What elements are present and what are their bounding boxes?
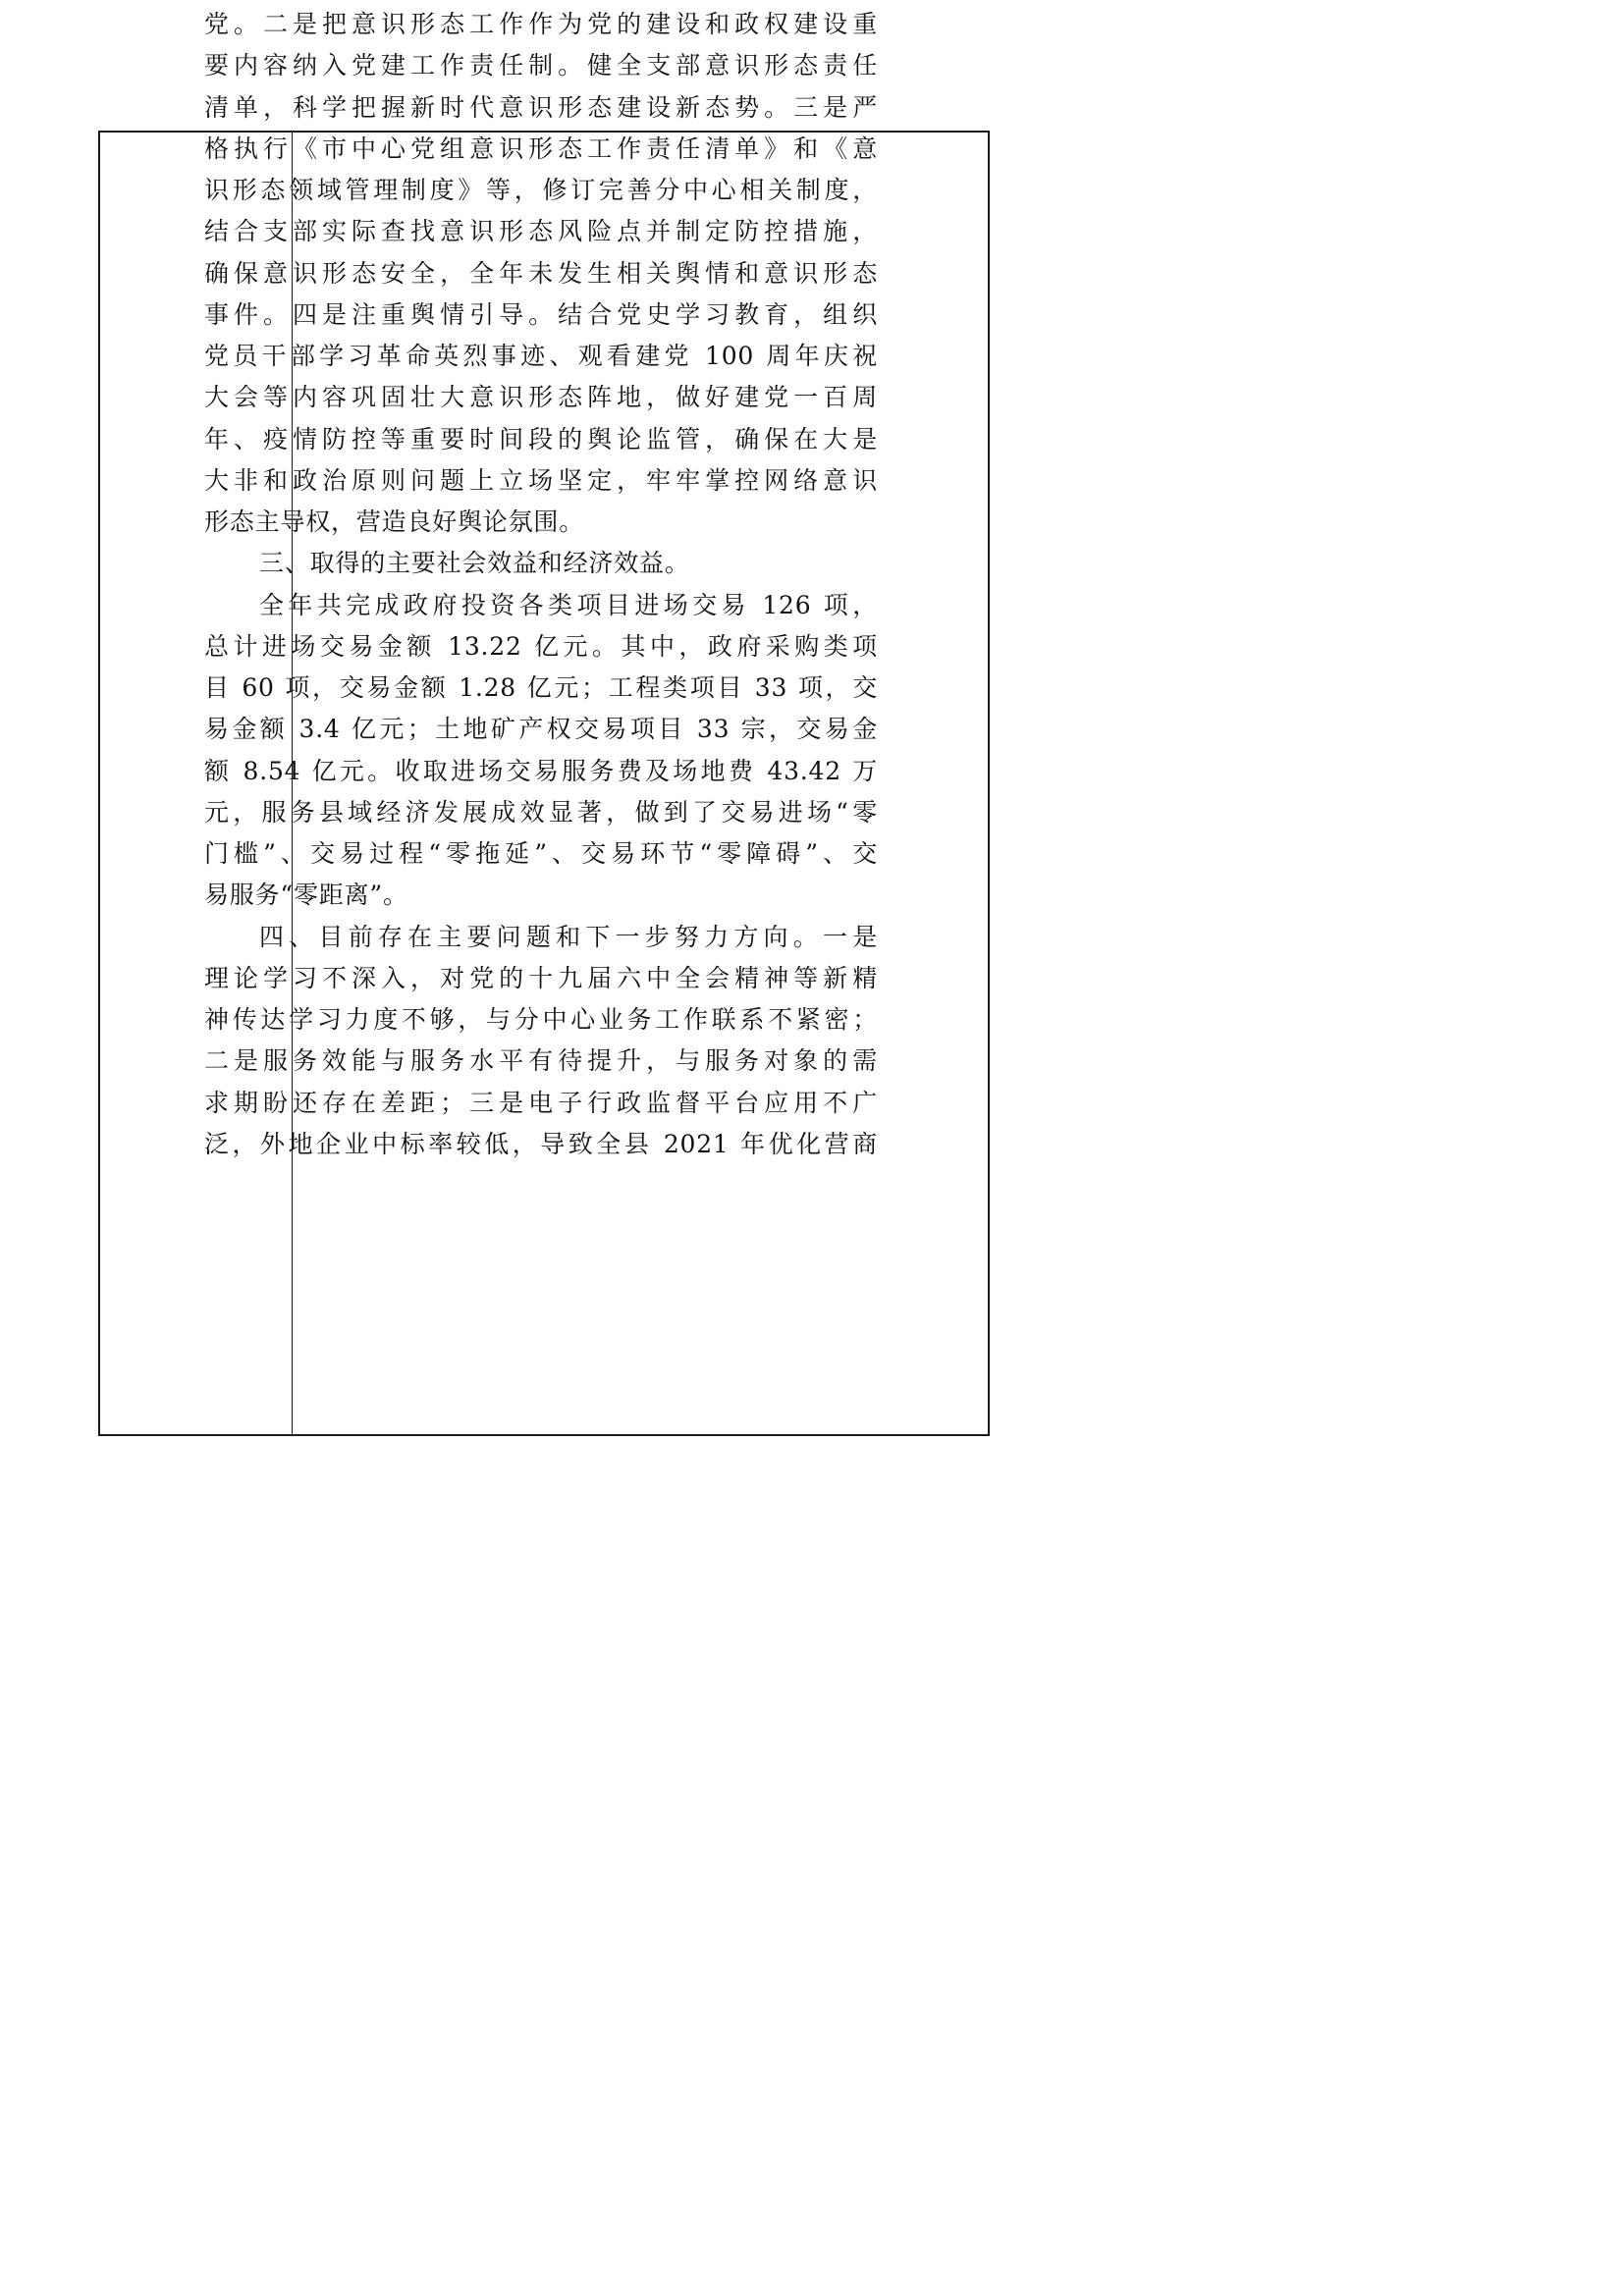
text-line: 年、疫情防控等重要时间段的舆论监管，确保在大是 (204, 424, 878, 454)
text-line: 理论学习不深入，对党的十九届六中全会精神等新精 (204, 963, 878, 992)
text-line: 确保意识形态安全，全年未发生相关舆情和意识形态 (204, 258, 878, 288)
text-line: 大非和政治原则问题上立场坚定，牢牢掌控网络意识 (204, 465, 878, 495)
text-line: 大会等内容巩固壮大意识形态阵地，做好建党一百周 (204, 383, 878, 412)
text-line: 事件。四是注重舆情引导。结合党史学习教育，组织 (204, 299, 878, 329)
text-line: 结合支部实际查找意识形态风险点并制定防控措施， (204, 217, 878, 246)
text-line: 额 8.54 亿元。收取进场交易服务费及场地费 43.42 万 (204, 756, 878, 785)
text-line: 格执行《市中心党组意识形态工作责任清单》和《意 (204, 133, 878, 163)
text-line: 识形态领域管理制度》等，修订完善分中心相关制度， (204, 176, 878, 204)
text-line: 元，服务县域经济发展成效显著，做到了交易进场“零 (204, 797, 878, 827)
text-line: 目 60 项，交易金额 1.28 亿元；工程类项目 33 项，交 (204, 673, 878, 702)
text-line: 要内容纳入党建工作责任制。健全支部意识形态责任 (204, 51, 878, 80)
content-cell (204, 4, 878, 1165)
text-line: 清单，科学把握新时代意识形态建设新态势。三是严 (204, 92, 878, 122)
text-line: 总计进场交易金额 13.22 亿元。其中，政府采购类项 (204, 631, 878, 661)
text-line: 神传达学习力度不够，与分中心业务工作联系不紧密； (204, 1005, 878, 1034)
text-line: 二是服务效能与服务水平有待提升，与服务对象的需 (204, 1046, 878, 1076)
text-line: 求期盼还存在差距；三是电子行政监督平台应用不广 (204, 1088, 878, 1117)
text-line: 党员干部学习革命英烈事迹、观看建党 100 周年庆祝 (204, 342, 878, 370)
text-line: 党。二是把意识形态工作作为党的建设和政权建设重 (204, 10, 878, 38)
text-line: 易服务“零距离”。 (204, 881, 408, 910)
text-line: 形态主导权，营造良好舆论氛围。 (204, 507, 585, 536)
text-line: 门槛”、交易过程“零拖延”、交易环节“零障碍”、交 (204, 839, 878, 868)
text-line: 泛，外地企业中标率较低，导致全县 2021 年优化营商 (204, 1129, 878, 1158)
section-heading: 四、目前存在主要问题和下一步努力方向。一是 (259, 922, 878, 951)
text-line: 易金额 3.4 亿元；土地矿产权交易项目 33 宗，交易金 (204, 715, 878, 744)
document-page (0, 0, 1082, 1530)
section-heading: 三、取得的主要社会效益和经济效益。 (259, 549, 690, 578)
text-line: 全年共完成政府投资各类项目进场交易 126 项， (259, 590, 878, 619)
